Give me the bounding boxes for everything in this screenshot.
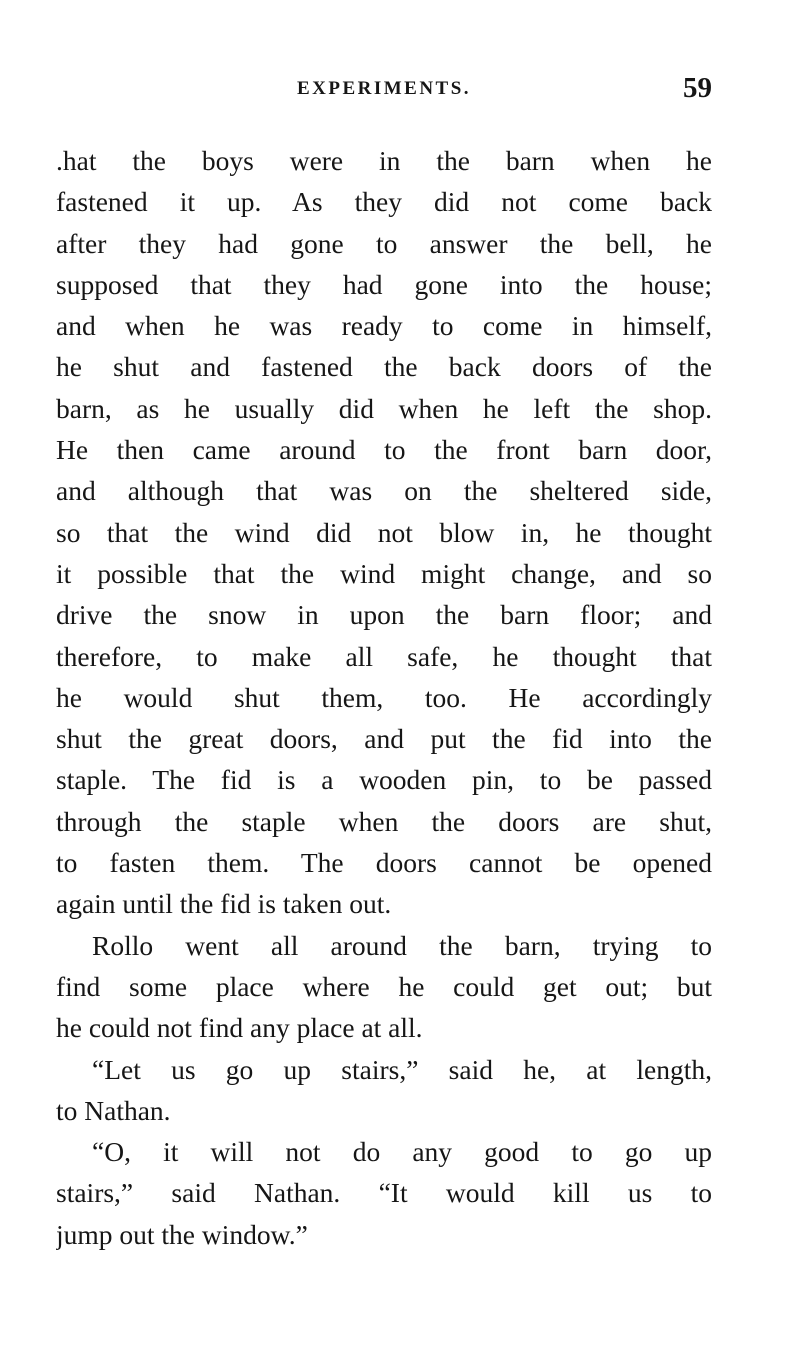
text-line: he shut and fastened the back doors of the [56,351,712,383]
text-line: therefore, to make all safe, he thought that [56,640,712,672]
text-line: staple. The fid is a wooden pin, to be passed [56,764,712,796]
text-line: through the staple when the doors are shut, [56,805,712,837]
text-line: he could not find any place at all. [56,1012,423,1044]
text-line: supposed that they had gone into the house; [56,268,712,300]
text-line: and although that was on the sheltered side, [56,475,712,507]
text-line: .hat the boys were in the barn when he [56,145,712,176]
text-line: Rollo went all around the barn, trying to [92,929,712,961]
running-head: EXPERIMENTS. [296,78,472,99]
text-line: stairs,” said Nathan. “It would kill us to [56,1177,712,1209]
text-line: find some place where he could get out; but [56,970,712,1002]
text-line: he would shut them, too. He accordingly [56,681,712,713]
body-text [56,140,712,1255]
text-line: to Nathan. [56,1094,171,1126]
text-line: shut the great doors, and put the fid into the [56,723,712,755]
text-line: to fasten them. The doors cannot be opened [56,847,712,879]
text-line: after they had gone to answer the bell, he [56,227,712,259]
text-line: so that the wind did not blow in, he thought [56,516,712,548]
text-line: He then came around to the front barn door, [56,434,712,466]
text-line: again until the fid is taken out. [56,888,392,920]
page-number: 59 [683,72,712,104]
text-line: drive the snow in upon the barn floor; and [56,599,712,631]
page-header [56,72,712,112]
text-line: “Let us go up stairs,” said he, at length, [92,1053,712,1085]
text-line: and when he was ready to come in himself, [56,310,712,342]
text-line: it possible that the wind might change, and so [56,557,712,589]
text-line: fastened it up. As they did not come back [56,186,712,218]
text-line: barn, as he usually did when he left the shop. [56,392,712,424]
text-line: “O, it will not do any good to go up [92,1136,712,1168]
text-line: jump out the window.” [56,1218,308,1250]
